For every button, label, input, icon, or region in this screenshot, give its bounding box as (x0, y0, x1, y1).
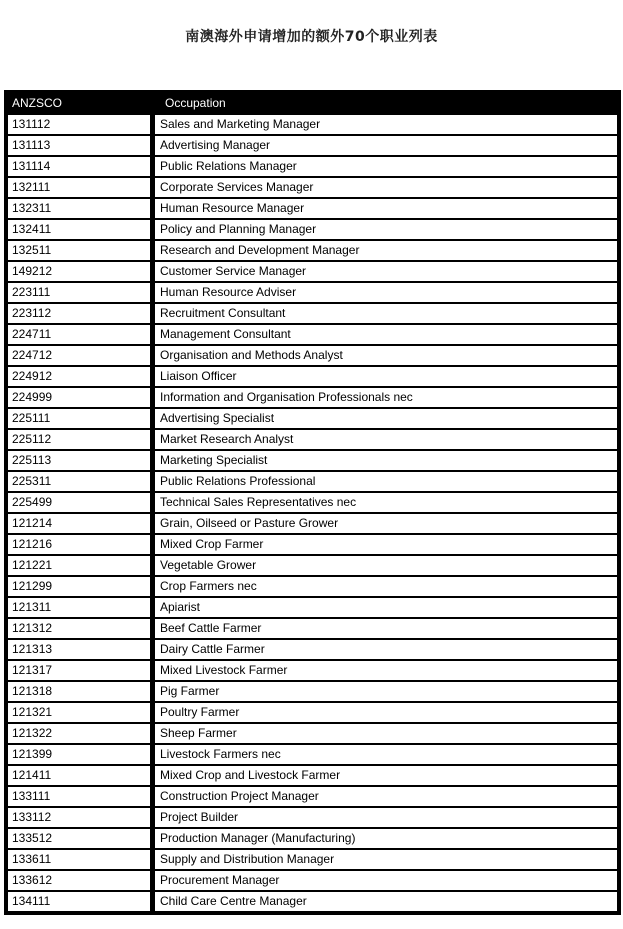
occupation-cell: Advertising Manager (155, 134, 617, 155)
table-row (8, 806, 617, 827)
occupation-cell: Production Manager (Manufacturing) (155, 827, 617, 848)
table-row (8, 197, 617, 218)
table-row (8, 470, 617, 491)
occupation-cell: Liaison Officer (155, 365, 617, 386)
table-row (8, 386, 617, 407)
table-row (8, 575, 617, 596)
table-header-row (8, 90, 617, 115)
occupation-cell: Organisation and Methods Analyst (155, 344, 617, 365)
table-row (8, 848, 617, 869)
header-anzsco: ANZSCO (8, 90, 155, 115)
table-row (8, 365, 617, 386)
occupation-cell: Project Builder (155, 806, 617, 827)
occupation-cell: Dairy Cattle Farmer (155, 638, 617, 659)
anzsco-code-cell: 133112 (8, 806, 155, 827)
occupation-cell: Livestock Farmers nec (155, 743, 617, 764)
occupation-cell: Poultry Farmer (155, 701, 617, 722)
table-row (8, 554, 617, 575)
occupation-cell: Construction Project Manager (155, 785, 617, 806)
anzsco-code-cell: 133512 (8, 827, 155, 848)
anzsco-code-cell: 224912 (8, 365, 155, 386)
table-row (8, 302, 617, 323)
table-row (8, 218, 617, 239)
anzsco-code-cell: 225499 (8, 491, 155, 512)
occupation-cell: Information and Organisation Professionals nec (155, 386, 617, 407)
table-row (8, 115, 617, 134)
occupation-cell: Procurement Manager (155, 869, 617, 890)
occupation-cell: Human Resource Adviser (155, 281, 617, 302)
anzsco-code-cell: 223112 (8, 302, 155, 323)
anzsco-code-cell: 121317 (8, 659, 155, 680)
occupation-cell: Mixed Crop Farmer (155, 533, 617, 554)
anzsco-code-cell: 225112 (8, 428, 155, 449)
occupation-cell: Recruitment Consultant (155, 302, 617, 323)
anzsco-code-cell: 225111 (8, 407, 155, 428)
occupation-cell: Public Relations Professional (155, 470, 617, 491)
header-occupation: Occupation (155, 90, 617, 115)
anzsco-code-cell: 132411 (8, 218, 155, 239)
table-row (8, 176, 617, 197)
table-row (8, 344, 617, 365)
anzsco-code-cell: 131113 (8, 134, 155, 155)
anzsco-code-cell: 121318 (8, 680, 155, 701)
occupation-cell: Mixed Crop and Livestock Farmer (155, 764, 617, 785)
anzsco-code-cell: 121299 (8, 575, 155, 596)
table-row (8, 323, 617, 344)
occupation-table (8, 90, 617, 911)
anzsco-code-cell: 224999 (8, 386, 155, 407)
anzsco-code-cell: 121322 (8, 722, 155, 743)
anzsco-code-cell: 121313 (8, 638, 155, 659)
occupation-cell: Technical Sales Representatives nec (155, 491, 617, 512)
occupation-cell: Sheep Farmer (155, 722, 617, 743)
occupation-cell: Apiarist (155, 596, 617, 617)
occupation-cell: Mixed Livestock Farmer (155, 659, 617, 680)
anzsco-code-cell: 121312 (8, 617, 155, 638)
table-row (8, 680, 617, 701)
table-row (8, 155, 617, 176)
occupation-cell: Grain, Oilseed or Pasture Grower (155, 512, 617, 533)
occupation-cell: Customer Service Manager (155, 260, 617, 281)
table-row (8, 827, 617, 848)
anzsco-code-cell: 134111 (8, 890, 155, 911)
anzsco-code-cell: 133611 (8, 848, 155, 869)
anzsco-code-cell: 225311 (8, 470, 155, 491)
anzsco-code-cell: 149212 (8, 260, 155, 281)
table-row (8, 659, 617, 680)
table-row (8, 281, 617, 302)
table-row (8, 428, 617, 449)
occupation-cell: Human Resource Manager (155, 197, 617, 218)
occupation-cell: Management Consultant (155, 323, 617, 344)
anzsco-code-cell: 132111 (8, 176, 155, 197)
table-row (8, 491, 617, 512)
anzsco-code-cell: 121216 (8, 533, 155, 554)
page-title: 南澳海外申请增加的额外70个职业列表 (185, 29, 438, 45)
table-row (8, 512, 617, 533)
anzsco-code-cell: 121214 (8, 512, 155, 533)
anzsco-code-cell: 224711 (8, 323, 155, 344)
table-row (8, 743, 617, 764)
occupation-cell: Market Research Analyst (155, 428, 617, 449)
occupation-cell: Research and Development Manager (155, 239, 617, 260)
table-row (8, 533, 617, 554)
anzsco-code-cell: 121399 (8, 743, 155, 764)
anzsco-code-cell: 131112 (8, 115, 155, 134)
occupation-cell: Policy and Planning Manager (155, 218, 617, 239)
table-row (8, 869, 617, 890)
occupation-cell: Vegetable Grower (155, 554, 617, 575)
table-row (8, 701, 617, 722)
table-row (8, 407, 617, 428)
table-row (8, 596, 617, 617)
anzsco-code-cell: 131114 (8, 155, 155, 176)
occupation-cell: Advertising Specialist (155, 407, 617, 428)
table-row (8, 785, 617, 806)
occupation-cell: Corporate Services Manager (155, 176, 617, 197)
anzsco-code-cell: 132511 (8, 239, 155, 260)
occupation-cell: Beef Cattle Farmer (155, 617, 617, 638)
table-row (8, 239, 617, 260)
table-body (8, 115, 617, 911)
anzsco-code-cell: 133111 (8, 785, 155, 806)
occupation-cell: Child Care Centre Manager (155, 890, 617, 911)
anzsco-code-cell: 224712 (8, 344, 155, 365)
anzsco-code-cell: 121311 (8, 596, 155, 617)
table-row (8, 890, 617, 911)
occupation-cell: Marketing Specialist (155, 449, 617, 470)
anzsco-code-cell: 121411 (8, 764, 155, 785)
anzsco-code-cell: 132311 (8, 197, 155, 218)
occupation-cell: Crop Farmers nec (155, 575, 617, 596)
table-row (8, 764, 617, 785)
anzsco-code-cell: 223111 (8, 281, 155, 302)
table-row (8, 134, 617, 155)
anzsco-code-cell: 121321 (8, 701, 155, 722)
anzsco-code-cell: 225113 (8, 449, 155, 470)
occupation-cell: Public Relations Manager (155, 155, 617, 176)
table-row (8, 260, 617, 281)
table-row (8, 617, 617, 638)
occupation-table-container (4, 90, 621, 915)
anzsco-code-cell: 121221 (8, 554, 155, 575)
anzsco-code-cell: 133612 (8, 869, 155, 890)
occupation-cell: Sales and Marketing Manager (155, 115, 617, 134)
occupation-cell: Supply and Distribution Manager (155, 848, 617, 869)
table-row (8, 449, 617, 470)
table-row (8, 722, 617, 743)
occupation-cell: Pig Farmer (155, 680, 617, 701)
table-row (8, 638, 617, 659)
